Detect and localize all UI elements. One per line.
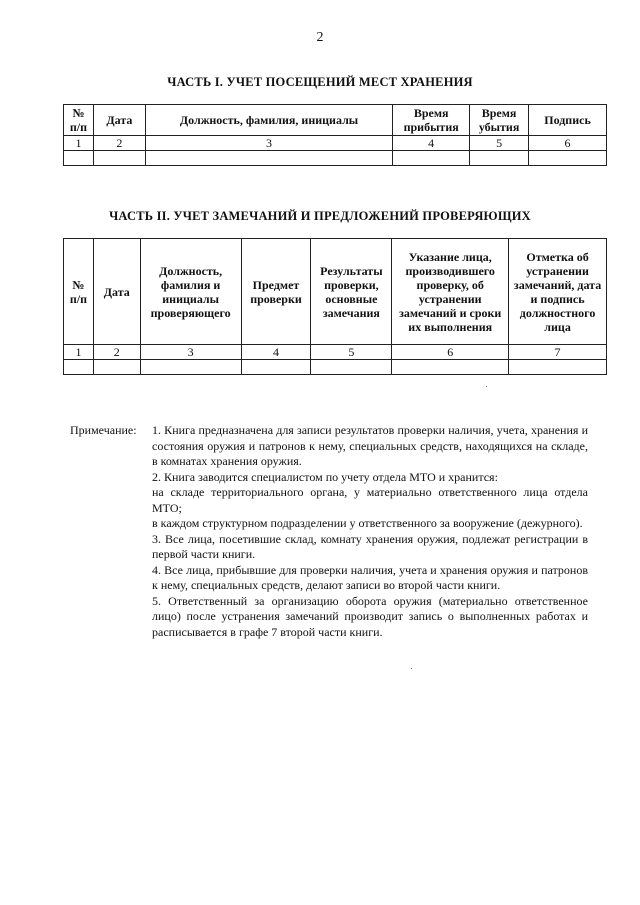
- empty-cell: [393, 151, 470, 166]
- column-number: 7: [509, 345, 607, 360]
- part2-title: ЧАСТЬ II. УЧЕТ ЗАМЕЧАНИЙ И ПРЕДЛОЖЕНИЙ ПРОВЕРЯЮЩИХ: [109, 209, 531, 223]
- column-number: 1: [64, 136, 94, 151]
- part1-title: ЧАСТЬ I. УЧЕТ ПОСЕЩЕНИЙ МЕСТ ХРАНЕНИЯ: [167, 75, 473, 89]
- col-signature-header: Подпись: [529, 105, 607, 136]
- empty-cell: [529, 151, 607, 166]
- note-item: 2. Книга заводится специалистом по учету отдела МТО и хранится:: [152, 469, 498, 484]
- column-numbers-row: [64, 136, 607, 151]
- empty-cell: [93, 360, 140, 375]
- col-number-header: № п/п: [64, 105, 94, 136]
- empty-cell: [145, 151, 392, 166]
- column-number: 6: [529, 136, 607, 151]
- empty-cell: [311, 360, 392, 375]
- col-results-header: Результаты проверки, основные замечания: [311, 239, 392, 345]
- note-item: 5. Ответственный за организацию оборота оружия (материально ответственное лицо) после устранения замечаний производит запись о выполненных работах и расписывается в графе 7 второй части книги.: [152, 593, 588, 639]
- empty-row: [64, 151, 607, 166]
- notes-block: [152, 423, 588, 640]
- page-number: 2: [316, 30, 324, 45]
- note-item: 4. Все лица, прибывшие для проверки наличия, учета и хранения оружия и патронов к нему, специальных средств, делают записи во второй части книги.: [152, 562, 588, 592]
- empty-cell: [241, 360, 311, 375]
- col-departure-time-header: Время убытия: [470, 105, 529, 136]
- column-number: 3: [145, 136, 392, 151]
- col-arrival-time-header: Время прибытия: [393, 105, 470, 136]
- empty-row: [64, 360, 607, 375]
- empty-cell: [509, 360, 607, 375]
- empty-cell: [470, 151, 529, 166]
- note-item: на складе территориального органа, у материально ответственного лица отдела МТО;: [152, 485, 588, 515]
- column-number: 4: [393, 136, 470, 151]
- empty-cell: [93, 151, 145, 166]
- scan-speck: [411, 668, 412, 669]
- col-date-header: Дата: [93, 239, 140, 345]
- column-numbers-row: [64, 345, 607, 360]
- column-number: 5: [311, 345, 392, 360]
- table-header-row: [64, 105, 607, 136]
- note-item: 1. Книга предназначена для записи результатов проверки наличия, учета, хранения и состояния оружия и патронов к нему, специальных средств, находящихся на складе, в комнатах хранения оружия.: [152, 423, 588, 468]
- note-item: 3. Все лица, посетившие склад, комнату хранения оружия, подлежат регистрации в первой части книги.: [152, 531, 588, 561]
- column-number: 5: [470, 136, 529, 151]
- col-date-header: Дата: [93, 105, 145, 136]
- col-position-name-header: Должность, фамилия, инициалы: [145, 105, 392, 136]
- table-header-row: [64, 239, 607, 345]
- col-number-header: № п/п: [64, 239, 94, 345]
- column-number: 3: [140, 345, 241, 360]
- column-number: 4: [241, 345, 311, 360]
- empty-cell: [64, 151, 94, 166]
- note-item: в каждом структурном подразделении у ответственного за вооружение (дежурного).: [152, 516, 583, 530]
- column-number: 2: [93, 345, 140, 360]
- col-inspector-header: Должность, фамилия и инициалы проверяющего: [140, 239, 241, 345]
- note-label: Примечание:: [70, 423, 137, 437]
- column-number: 6: [392, 345, 509, 360]
- empty-cell: [64, 360, 94, 375]
- col-subject-header: Предмет проверки: [241, 239, 311, 345]
- visits-table: [63, 104, 607, 166]
- column-number: 1: [64, 345, 94, 360]
- empty-cell: [140, 360, 241, 375]
- col-instructions-header: Указание лица, производившего проверку, об устранении замечаний и сроки их выполнения: [392, 239, 509, 345]
- col-elimination-mark-header: Отметка об устранении замечаний, дата и подпись должностного лица: [509, 239, 607, 345]
- remarks-table: [63, 238, 607, 375]
- empty-cell: [392, 360, 509, 375]
- scan-speck: [486, 386, 487, 387]
- column-number: 2: [93, 136, 145, 151]
